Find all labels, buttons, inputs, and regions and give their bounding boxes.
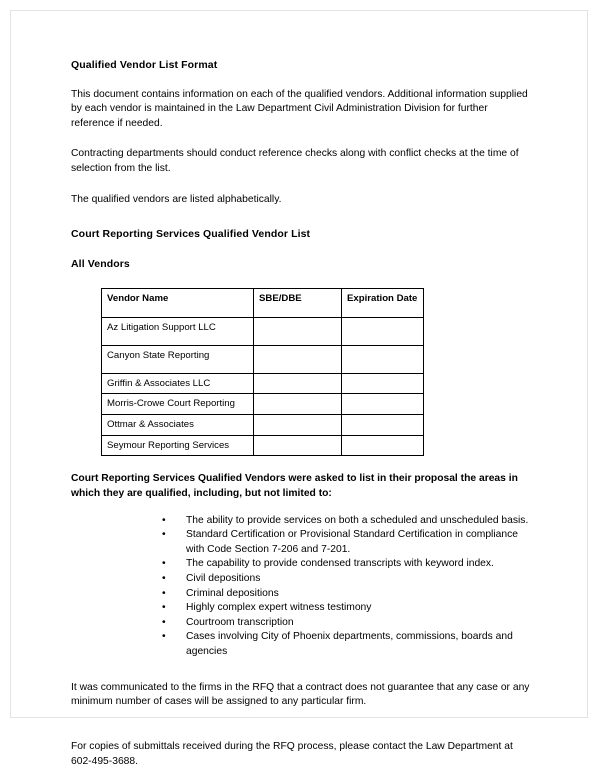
cell-vendor-name: Griffin & Associates LLC bbox=[102, 373, 254, 394]
column-header-vendor-name: Vendor Name bbox=[102, 288, 254, 317]
cell-expiration-date bbox=[342, 317, 424, 345]
list-item: • Courtroom transcription bbox=[162, 616, 530, 631]
spacer bbox=[71, 177, 530, 193]
cell-expiration-date bbox=[342, 394, 424, 415]
qualifications-lead-paragraph: Court Reporting Services Qualified Vendors were asked to list in their proposal the areas in which they are qualified, including, but not limited to: bbox=[71, 473, 518, 499]
cell-vendor-name: Seymour Reporting Services bbox=[102, 435, 254, 456]
spacer bbox=[71, 131, 530, 147]
cell-expiration-date bbox=[342, 373, 424, 394]
document-page bbox=[10, 10, 588, 767]
spacer bbox=[71, 272, 530, 288]
list-item: • Standard Certification or Provisional Standard Certification in compliance with Code Section 7-206 and 7-201. bbox=[162, 528, 530, 557]
section-heading-all-vendors: All Vendors bbox=[71, 257, 130, 270]
table-body bbox=[102, 317, 424, 456]
spacer bbox=[71, 242, 530, 258]
list-item: • Civil depositions bbox=[162, 572, 530, 587]
spacer bbox=[71, 660, 530, 681]
spacer bbox=[71, 456, 530, 472]
vendor-table bbox=[101, 288, 424, 457]
intro-paragraph: This document contains information on each of the qualified vendors. Additional information supplied by each vendor is maintained in the Law Department Civil Administration Division for further reference if needed. bbox=[71, 88, 528, 129]
column-header-sbe-dbe: SBE/DBE bbox=[254, 288, 342, 317]
table-header-row bbox=[102, 288, 424, 317]
alphabetical-paragraph: The qualified vendors are listed alphabetically. bbox=[71, 193, 282, 205]
list-item: • Highly complex expert witness testimony bbox=[162, 601, 530, 616]
qualifications-list bbox=[71, 514, 530, 660]
table-row bbox=[102, 435, 424, 456]
cell-vendor-name: Ottmar & Associates bbox=[102, 414, 254, 435]
table-row bbox=[102, 373, 424, 394]
list-item: • The ability to provide services on both a scheduled and unscheduled basis. bbox=[162, 514, 530, 529]
cell-vendor-name: Az Litigation Support LLC bbox=[102, 317, 254, 345]
cell-expiration-date bbox=[342, 414, 424, 435]
cell-expiration-date bbox=[342, 435, 424, 456]
rfq-contract-paragraph: It was communicated to the firms in the RFQ that a contract does not guarantee that any case or any minimum number of cases will be assigned to any particular firm. bbox=[71, 681, 530, 708]
list-item: • The capability to provide condensed transcripts with keyword index. bbox=[162, 557, 530, 572]
spacer bbox=[71, 710, 530, 740]
table-row bbox=[102, 317, 424, 345]
spacer bbox=[71, 502, 530, 514]
table-header bbox=[102, 288, 424, 317]
cell-sbe-dbe bbox=[254, 317, 342, 345]
table-row bbox=[102, 345, 424, 373]
cell-sbe-dbe bbox=[254, 345, 342, 373]
table-row bbox=[102, 394, 424, 415]
spacer bbox=[71, 207, 530, 228]
cell-sbe-dbe bbox=[254, 435, 342, 456]
cell-sbe-dbe bbox=[254, 373, 342, 394]
page-title: Qualified Vendor List Format bbox=[71, 59, 218, 71]
cell-sbe-dbe bbox=[254, 414, 342, 435]
section-heading-service-list: Court Reporting Services Qualified Vendor List bbox=[71, 228, 311, 241]
list-item: • Cases involving City of Phoenix departments, commissions, boards and agencies bbox=[162, 630, 530, 659]
contact-paragraph: For copies of submittals received during the RFQ process, please contact the Law Department at 602-495-3688. bbox=[71, 740, 513, 767]
vendor-table-container bbox=[71, 288, 530, 457]
table-row bbox=[102, 414, 424, 435]
column-header-expiration-date: Expiration Date bbox=[342, 288, 424, 317]
cell-vendor-name: Morris-Crowe Court Reporting bbox=[102, 394, 254, 415]
cell-sbe-dbe bbox=[254, 394, 342, 415]
list-item: • Criminal depositions bbox=[162, 587, 530, 602]
document-content bbox=[71, 59, 530, 769]
cell-expiration-date bbox=[342, 345, 424, 373]
cell-vendor-name: Canyon State Reporting bbox=[102, 345, 254, 373]
reference-checks-paragraph: Contracting departments should conduct reference checks along with conflict checks at the time of selection from the list. bbox=[71, 148, 519, 175]
